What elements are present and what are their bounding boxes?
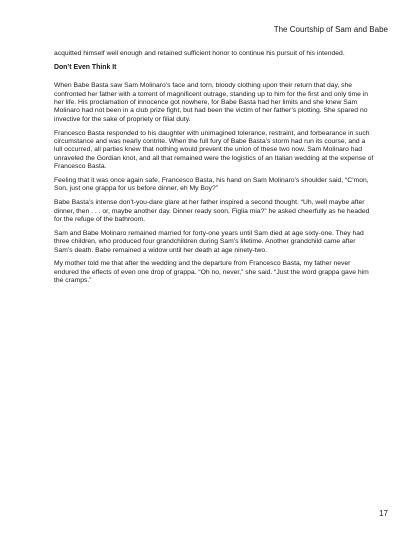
page-number: 17 xyxy=(379,509,388,518)
paragraph-3: Feeling that it was once again safe, Francesco Basta, his hand on Sam Molinaro’s shoulder said, “C’mon, Son, just one grappa for us before dinner, eh My Boy?” xyxy=(54,177,369,193)
running-header-title: The Courtship of Sam and Babe xyxy=(273,25,388,34)
paragraph-6: My mother told me that after the wedding and the departure from Francesco Basta, my father never endured the effects of even one drop of grappa. “Oh no, never,” she said. “Just the word grappa gave him the cramps.” xyxy=(54,260,369,285)
paragraph-5: Sam and Babe Molinaro remained married for forty-one years until Sam died at age sixty-one. They had three children, who produced four grandchildren during Sam’s lifetime. Another grandchild came after Sam’s death. Babe remained a widow until her death at age ninety-two. xyxy=(54,229,364,254)
page-body xyxy=(54,50,374,291)
paragraph-2: Francesco Basta responded to his daughter with unimagined tolerance, restraint, and forbearance in such circumstance and was nearly contrite. When the full fury of Babe Basta’s storm had run its course, and a lull occurred, all parties knew that nothing would prevent the union of these two now. Sam Molinaro had unraveled the Gordian knot, and all that remained were the logistics of an Italian wedding at the expense of Francesco Basta. xyxy=(54,129,374,171)
paragraph-1: When Babe Basta saw Sam Molinaro’s face and torn, bloody clothing upon their return that day, she confronted her father with a torrent of magnificent outrage, standing up to him for the first and only time in her life. His proclamation of innocence got nowhere, for Babe Basta had her limits and she knew Sam Molinaro had not been in a club prize fight, but had been the victim of her father’s plotting. She spared no invective for the sake of propriety or filial duty. xyxy=(54,82,369,123)
paragraph-continuation: acquitted himself well enough and retained sufficient honor to continue his pursuit of his intended. xyxy=(54,50,345,57)
paragraph-4: Babe Basta’s intense don’t-you-dare glare at her father inspired a second thought. “Uh, well maybe after dinner, then . . . or, maybe another day. Dinner ready soon, Figlia mia?” he asked cheerfully as he headed for the refuge of the bathroom. xyxy=(54,199,370,223)
section-heading: Don’t Even Think It xyxy=(54,63,117,71)
